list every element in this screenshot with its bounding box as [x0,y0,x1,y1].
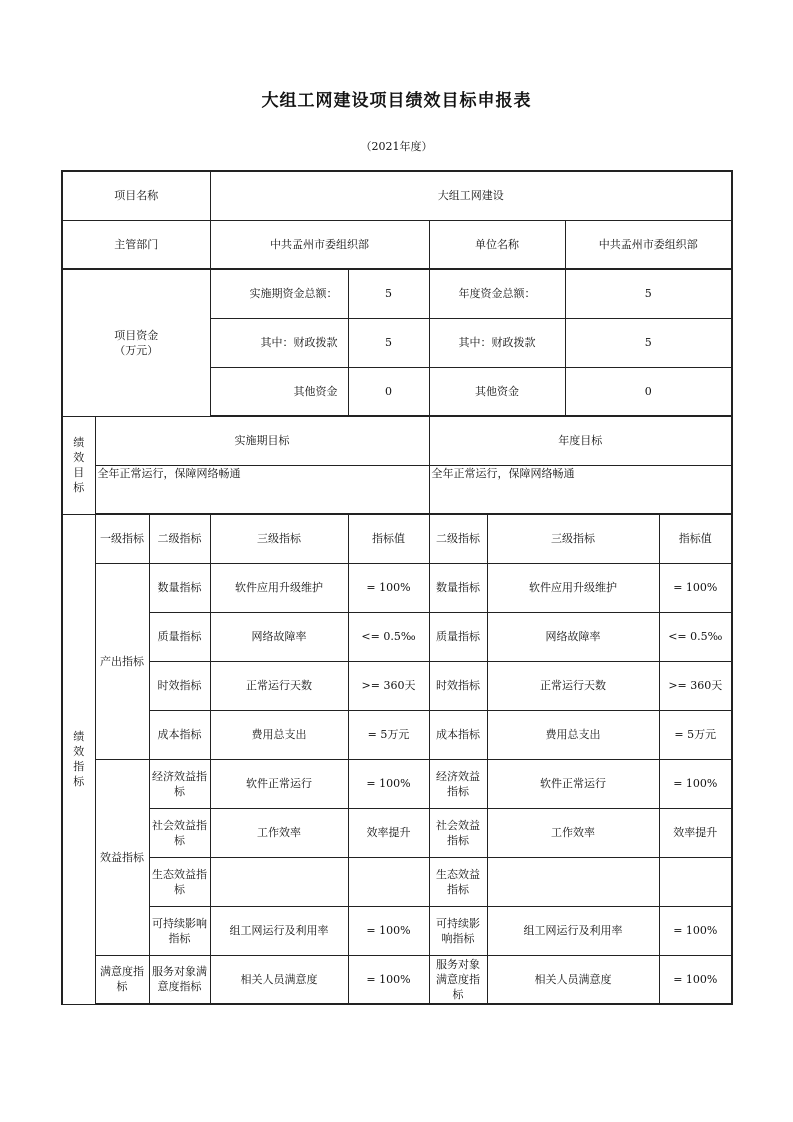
annual-fiscal-funds-value: 5 [565,318,732,367]
annual-goal-text: 全年正常运行，保障网络畅通 [429,465,732,514]
row-level3-annual: 工作效率 [487,808,659,857]
row-value-annual: = 100% [659,563,732,612]
indicators-label-char: 效 [73,745,85,758]
row-level3: 正常运行天数 [210,661,348,710]
project-name-label: 项目名称 [62,171,210,220]
row-value-annual: >= 360天 [659,661,732,710]
row-value: >= 360天 [348,661,429,710]
row-level3-annual: 网络故障率 [487,612,659,661]
indicators-label-char: 标 [73,775,85,788]
row-value-annual: <= 0.5‰ [659,612,732,661]
header-level3-annual: 三级指标 [487,514,659,563]
indicators-label-char: 绩 [73,730,85,743]
row-level2-annual: 可持续影响指标 [429,906,487,955]
total-funds-value: 5 [348,269,429,318]
goals-label-char: 绩 [73,436,85,449]
page-title: 大组工网建设项目绩效目标申报表 [261,91,532,111]
annual-fiscal-funds-label: 其中：财政拨款 [429,318,565,367]
row-level3: 组工网运行及利用率 [210,906,348,955]
funds-label [62,269,210,416]
unit-value: 中共孟州市委组织部 [565,220,732,269]
row-level2-annual: 经济效益指标 [429,759,487,808]
performance-table [61,170,733,1005]
funds-label-line1: 项目资金 [114,328,159,342]
header-value: 指标值 [348,514,429,563]
row-value-annual: = 5万元 [659,710,732,759]
header-level2-annual: 二级指标 [429,514,487,563]
row-value [348,857,429,906]
row-level2-annual: 生态效益指标 [429,857,487,906]
year-label: （2021年度） [360,140,433,153]
total-funds-label: 实施期资金总额： [210,269,348,318]
row-level2: 社会效益指标 [149,808,210,857]
row-value-annual: = 100% [659,955,732,1004]
unit-label: 单位名称 [429,220,565,269]
goals-label [62,416,95,514]
row-level3: 费用总支出 [210,710,348,759]
period-goal-text: 全年正常运行，保障网络畅通 [95,465,429,514]
row-level2-annual: 时效指标 [429,661,487,710]
project-name-value: 大组工网建设 [210,171,732,220]
dept-value: 中共孟州市委组织部 [210,220,429,269]
annual-other-funds-label: 其他资金 [429,367,565,416]
indicators-label [62,514,95,1004]
group-benefit: 效益指标 [95,759,149,955]
period-goal-label: 实施期目标 [95,416,429,465]
header-level2: 二级指标 [149,514,210,563]
row-level2-annual: 服务对象满意度指标 [429,955,487,1004]
row-level2: 服务对象满意度指标 [149,955,210,1004]
annual-goal-label: 年度目标 [429,416,732,465]
header-level3: 三级指标 [210,514,348,563]
row-value: = 5万元 [348,710,429,759]
group-output: 产出指标 [95,563,149,759]
row-value: = 100% [348,906,429,955]
row-value: <= 0.5‰ [348,612,429,661]
row-level3-annual: 正常运行天数 [487,661,659,710]
row-level2: 时效指标 [149,661,210,710]
fiscal-funds-label: 其中：财政拨款 [210,318,348,367]
annual-funds-value: 5 [565,269,732,318]
row-level3-annual: 相关人员满意度 [487,955,659,1004]
row-level2: 成本指标 [149,710,210,759]
row-level2-annual: 数量指标 [429,563,487,612]
row-value: = 100% [348,759,429,808]
row-level3-annual [487,857,659,906]
row-level2-annual: 社会效益指标 [429,808,487,857]
row-level3-annual: 软件正常运行 [487,759,659,808]
row-level3-annual: 组工网运行及利用率 [487,906,659,955]
row-level3: 工作效率 [210,808,348,857]
annual-funds-label: 年度资金总额： [429,269,565,318]
row-level3: 网络故障率 [210,612,348,661]
row-value-annual: 效率提升 [659,808,732,857]
row-value: = 100% [348,563,429,612]
row-value-annual [659,857,732,906]
row-level3: 软件正常运行 [210,759,348,808]
row-level3 [210,857,348,906]
row-value-annual: = 100% [659,906,732,955]
indicators-label-char: 指 [73,760,85,773]
fiscal-funds-value: 5 [348,318,429,367]
row-level2-annual: 质量指标 [429,612,487,661]
row-level2: 质量指标 [149,612,210,661]
goals-label-char: 目 [73,466,85,479]
goals-label-char: 效 [73,451,85,464]
row-level2: 经济效益指标 [149,759,210,808]
header-level1: 一级指标 [95,514,149,563]
dept-label: 主管部门 [62,220,210,269]
goals-label-char: 标 [73,481,85,494]
row-level3-annual: 费用总支出 [487,710,659,759]
other-funds-value: 0 [348,367,429,416]
row-value: 效率提升 [348,808,429,857]
funds-label-line2: （万元） [114,343,159,357]
row-level2: 数量指标 [149,563,210,612]
row-level3: 软件应用升级维护 [210,563,348,612]
row-value-annual: = 100% [659,759,732,808]
other-funds-label: 其他资金 [210,367,348,416]
row-level2-annual: 成本指标 [429,710,487,759]
row-level2: 可持续影响指标 [149,906,210,955]
row-value: = 100% [348,955,429,1004]
annual-other-funds-value: 0 [565,367,732,416]
row-level3: 相关人员满意度 [210,955,348,1004]
header-value-annual: 指标值 [659,514,732,563]
row-level3-annual: 软件应用升级维护 [487,563,659,612]
group-satisfaction: 满意度指标 [95,955,149,1004]
row-level2: 生态效益指标 [149,857,210,906]
